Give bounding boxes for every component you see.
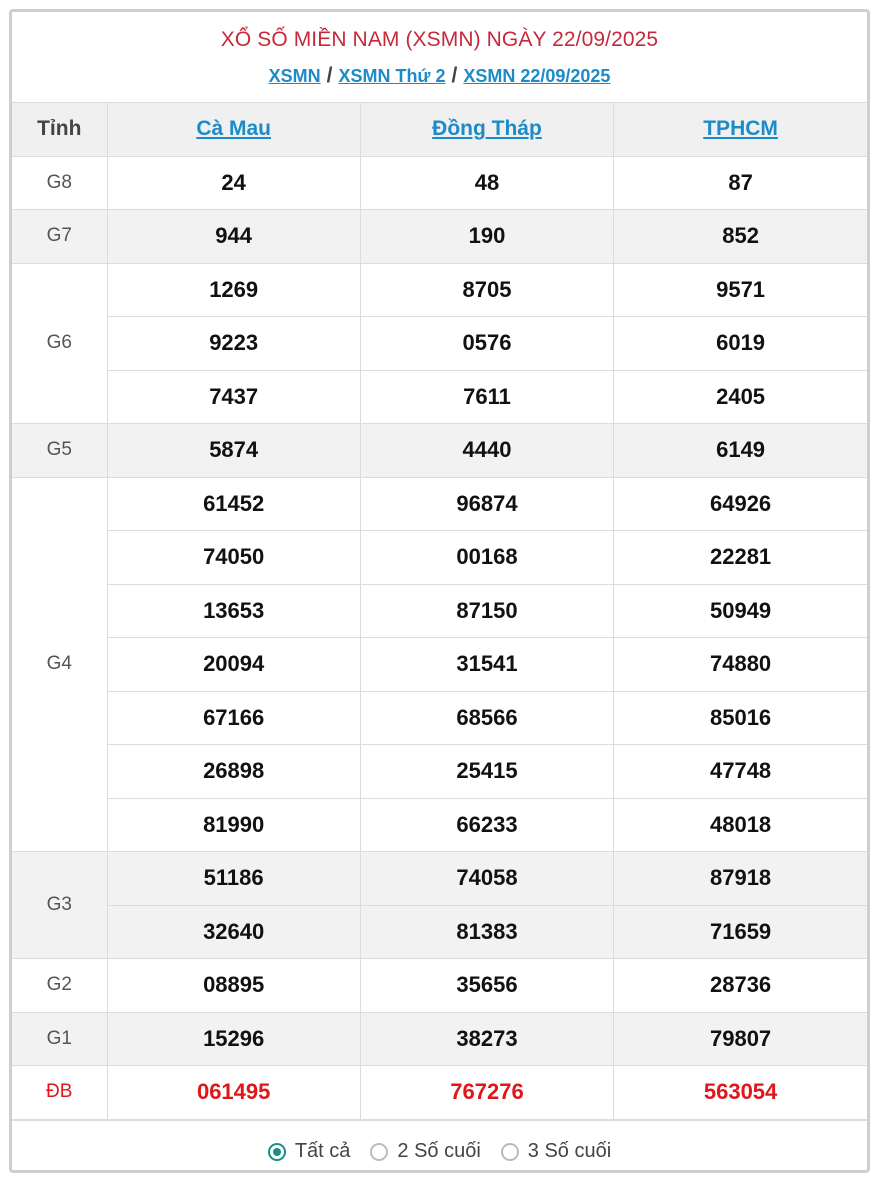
province-column-header: Tỉnh	[12, 103, 107, 157]
province-header-tphcm	[614, 103, 867, 157]
prize-number: 81383	[360, 905, 613, 959]
prize-number: 67166	[107, 691, 360, 745]
prize-number: 96874	[360, 477, 613, 531]
province-link-tphcm[interactable]: TPHCM	[703, 117, 778, 141]
prize-label: G8	[12, 156, 107, 210]
province-header-dong-thap	[360, 103, 613, 157]
prize-row-g4	[12, 531, 867, 585]
prize-number: 6149	[614, 424, 867, 478]
prize-number: 31541	[360, 638, 613, 692]
prize-row-g4	[12, 584, 867, 638]
prize-number: 0576	[360, 317, 613, 371]
prize-number: 68566	[360, 691, 613, 745]
prize-number: 71659	[614, 905, 867, 959]
prize-row-g4	[12, 745, 867, 799]
prize-number: 79807	[614, 1012, 867, 1066]
prize-number: 87918	[614, 852, 867, 906]
results-body	[12, 156, 867, 1119]
prize-label: G7	[12, 210, 107, 264]
prize-row-g3	[12, 905, 867, 959]
prize-number: 00168	[360, 531, 613, 585]
prize-number: 852	[614, 210, 867, 264]
prize-number: 061495	[107, 1066, 360, 1120]
radio-icon[interactable]	[501, 1143, 519, 1161]
prize-number: 48018	[614, 798, 867, 852]
prize-number: 190	[360, 210, 613, 264]
prize-row-g6	[12, 370, 867, 424]
prize-number: 4440	[360, 424, 613, 478]
prize-number: 7437	[107, 370, 360, 424]
prize-label: G6	[12, 263, 107, 424]
prize-number: 24	[107, 156, 360, 210]
prize-row-g4	[12, 798, 867, 852]
prize-number: 61452	[107, 477, 360, 531]
prize-number: 87150	[360, 584, 613, 638]
prize-number: 9571	[614, 263, 867, 317]
prize-row-g6	[12, 263, 867, 317]
prize-row-g4	[12, 638, 867, 692]
prize-number: 6019	[614, 317, 867, 371]
prize-label: ĐB	[12, 1066, 107, 1120]
prize-number: 2405	[614, 370, 867, 424]
filter-option-all[interactable]	[268, 1140, 351, 1163]
prize-row-g1	[12, 1012, 867, 1066]
prize-number: 47748	[614, 745, 867, 799]
prize-number: 26898	[107, 745, 360, 799]
prize-number: 25415	[360, 745, 613, 799]
province-link-dong-thap[interactable]: Đồng Tháp	[432, 117, 542, 141]
prize-number: 74058	[360, 852, 613, 906]
prize-number: 7611	[360, 370, 613, 424]
results-header	[12, 12, 867, 102]
prize-number: 15296	[107, 1012, 360, 1066]
prize-row-g6	[12, 317, 867, 371]
prize-number: 87	[614, 156, 867, 210]
prize-number: 48	[360, 156, 613, 210]
prize-number: 8705	[360, 263, 613, 317]
prize-row-g3	[12, 852, 867, 906]
breadcrumb-xsmn[interactable]: XSMN	[268, 66, 321, 86]
prize-label: G4	[12, 477, 107, 852]
prize-number: 28736	[614, 959, 867, 1013]
prize-number: 22281	[614, 531, 867, 585]
prize-number: 74880	[614, 638, 867, 692]
filter-option-last-2[interactable]	[370, 1140, 480, 1163]
prize-number: 35656	[360, 959, 613, 1013]
prize-row-đb	[12, 1066, 867, 1120]
prize-number: 767276	[360, 1066, 613, 1120]
prize-number: 563054	[614, 1066, 867, 1120]
prize-label: G2	[12, 959, 107, 1013]
prize-number: 5874	[107, 424, 360, 478]
prize-number: 08895	[107, 959, 360, 1013]
prize-label: G5	[12, 424, 107, 478]
prize-row-g4	[12, 477, 867, 531]
prize-number: 9223	[107, 317, 360, 371]
prize-row-g5	[12, 424, 867, 478]
prize-number: 20094	[107, 638, 360, 692]
prize-row-g4	[12, 691, 867, 745]
results-table	[12, 102, 867, 1120]
province-link-ca-mau[interactable]: Cà Mau	[196, 117, 271, 141]
prize-number: 85016	[614, 691, 867, 745]
prize-number: 74050	[107, 531, 360, 585]
filter-option-last-3[interactable]	[501, 1140, 611, 1163]
results-panel	[9, 9, 870, 1173]
prize-row-g2	[12, 959, 867, 1013]
prize-number: 81990	[107, 798, 360, 852]
prize-label: G3	[12, 852, 107, 959]
filter-option-label: Tất cả	[294, 1140, 351, 1162]
breadcrumb-xsmn-thu2[interactable]: XSMN Thứ 2	[338, 66, 446, 86]
digit-filter	[12, 1120, 867, 1183]
prize-number: 64926	[614, 477, 867, 531]
breadcrumb-separator: /	[326, 64, 333, 87]
breadcrumb	[12, 64, 867, 88]
prize-number: 944	[107, 210, 360, 264]
prize-number: 38273	[360, 1012, 613, 1066]
prize-number: 32640	[107, 905, 360, 959]
page-title: XỔ SỐ MIỀN NAM (XSMN) NGÀY 22/09/2025	[220, 28, 659, 51]
prize-row-g7	[12, 210, 867, 264]
prize-number: 66233	[360, 798, 613, 852]
prize-number: 51186	[107, 852, 360, 906]
breadcrumb-xsmn-date[interactable]: XSMN 22/09/2025	[463, 66, 611, 86]
filter-option-label: 2 Số cuối	[397, 1140, 481, 1162]
prize-number: 50949	[614, 584, 867, 638]
radio-icon[interactable]	[370, 1143, 388, 1161]
prize-row-g8	[12, 156, 867, 210]
prize-label: G1	[12, 1012, 107, 1066]
prize-number: 1269	[107, 263, 360, 317]
breadcrumb-separator: /	[451, 64, 458, 87]
prize-number: 13653	[107, 584, 360, 638]
filter-option-label: 3 Số cuối	[527, 1140, 612, 1162]
radio-selected-icon[interactable]	[268, 1143, 286, 1161]
province-header-ca-mau	[107, 103, 360, 157]
